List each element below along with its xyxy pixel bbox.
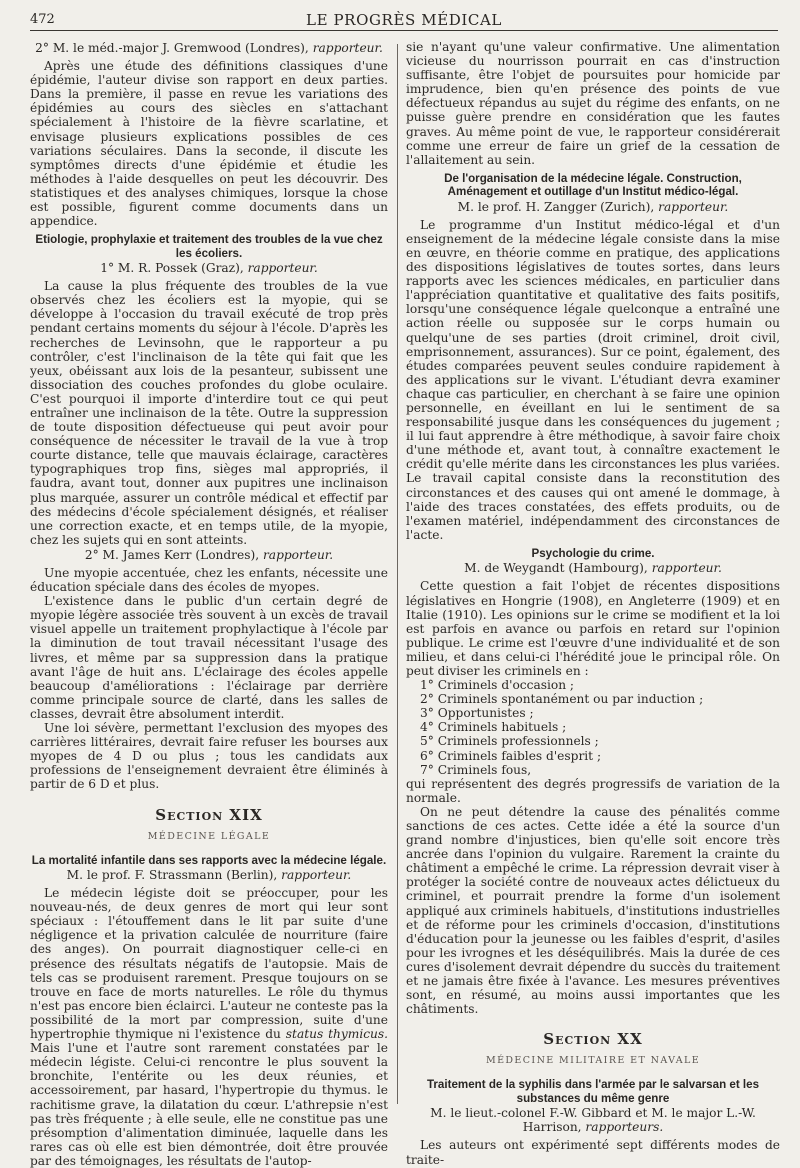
section-subtitle: MÉDECINE LÉGALE [147, 830, 271, 842]
paragraph: La cause la plus fréquente des troubles de la vue observés chez les écoliers est la myopie, qui se développe à l'occasion du travail exécuté de trop près pendant certains moments du séjour à l'école. D'après les recherches de Levinsohn, que le rapporteur a pu contrôler, c'est l'inclinaison de la tête qui fait que les yeux, obéissant aux lois de la pesanteur, subissent une dissociation des couches profondes du globe oculaire. C'est pourquoi il importe d'interdire tout ce qui peut entraîner une inclinaison de la tête. Outre la suppression de toute disposition défectueuse qui peut avoir pour conséquence de nécessiter le travail de la vue à trop courte distance, telle que mauvais éclairage, caractères typographiques trop fins, sièges mal appropriés, il faudra, avant tout, donner aux pupitres une inclinaison plus marquée, assurer un contrôle médical et effectif par des médecins d'école spécialement désignés, et réaliser une correction exacte, et en temps utile, de la myopie, chez les sujets qui en sont atteints. [30, 279, 388, 547]
column-divider [397, 44, 398, 1104]
list-item: 7° Criminels fous, [420, 762, 532, 777]
subheading: De l'organisation de la médecine légale. Construction, Aménagement et outillage d'un Institut médico-légal. [444, 171, 742, 199]
rapporteur-line: M. de Weygandt (Hambourg), rapporteur. [464, 561, 722, 576]
rapporteur-line: M. le lieut.-colonel F.-W. Gibbard et M. le major L.-W. Harrison, rapporteurs. [430, 1106, 756, 1135]
page-number: 472 [30, 12, 55, 27]
criminal-list [406, 678, 780, 777]
rapporteur-line: 2° M. James Kerr (Londres), rapporteur. [84, 547, 334, 562]
rapporteur-line: M. le prof. H. Zangger (Zurich), rapporteur. [457, 199, 729, 214]
paragraph: qui représentent des degrés progressifs de variation de la normale. [406, 776, 780, 805]
list-item: 3° Opportunistes ; [420, 706, 534, 721]
list-item: 1° Criminels d'occasion ; [420, 678, 575, 693]
paragraph: L'existence dans le public d'un certain degré de myopie légère associée très souvent à un excès de travail visuel appelle un traitement prophylactique à l'école par la diminution de tout travail nécessitant l'usage des livres, et même par sa suppression dans la pratique avant l'âge de huit ans. L'éclairage des écoles appelle beaucoup d'améliorations : l'éclairage par derrière comme principale source de clarté, dans les salles de classes, devrait être absolument interdit. [30, 594, 388, 721]
section-heading: Section XX [543, 1030, 643, 1049]
paragraph: Cette question a fait l'objet de récentes dispositions législatives en Hongrie (1908), en Angleterre (1909) et en Italie (1910). Les opinions sur le crime se modifient et la loi est parfois en avance ou parfois en retard sur l'opinion publique. Le crime est l'œuvre d'une individualité et de son milieu, et dans celui-ci l'hérédité joue le principal rôle. On peut diviser les criminels en : [406, 579, 780, 678]
subheading: Etiologie, prophylaxie et traitement des troubles de la vue chez les écoliers. [35, 233, 383, 260]
paragraph: Le programme d'un Institut médico-légal et d'un enseignement de la médecine légale consiste dans la mise en œuvre, en théorie comme en pratique, des applications des dispositions législatives de toutes sortes, dans leurs rapports avec les sciences médicales, en particulier dans l'appréciation quantitative et qualitative des faits positifs, lorsqu'une conséquence légale quelconque a entraîné une action réelle ou supposée sur le corps humain ou quelqu'une de ses parties (droit criminel, droit civil, emprisonnement, assurances). Sur ce point, également, des études comparées peuvent seules conduire rapidement à des applications sur le vivant. L'étudiant devra examiner chaque cas particulier, en cherchant à se faire une opinion personnelle, en éveillant en lui le sentiment de sa responsabilité jusque dans les conséquences du jugement ; il lui faut apprendre à être méthodique, à savoir faire choix d'une méthode et, avant tout, à connaître exactement le crédit qu'elle mérite dans les circonstances les plus variées. Le travail capital consiste dans la reconstitution des circonstances et des causes qui ont amené le dommage, à l'aide des traces constatées, des effets produits, ou de l'examen matériel, indépendamment des circonstances de l'acte. [406, 217, 780, 542]
paragraph: sie n'ayant qu'une valeur confirmative. Une alimentation vicieuse du nourrisson pourrait en cas d'instruction suffisante, être l'objet de poursuites pour homicide par imprudence, bien qu'en présence des points de vue défectueux répandus au sujet du régime des enfants, on ne puisse guère prendre en considération que les fautes graves. Au même point de vue, le rapporteur considérerait comme une erreur de faire un grief de la cessation de l'allaitement au sein. [406, 40, 780, 167]
rapporteur-line: M. le prof. F. Strassmann (Berlin), rapporteur. [66, 868, 352, 882]
section-heading: Section XIX [155, 805, 263, 824]
rapporteur-line: 1° M. R. Possek (Graz), rapporteur. [100, 261, 318, 276]
list-item: 4° Criminels habituels ; [420, 720, 567, 735]
paragraph: Le médecin légiste doit se préoccuper, pour les nouveau-nés, de deux genres de mort qui leur sont spéciaux : l'étouffement dans le lit par suite d'une négligence et la privation calculée de nourriture (faire des anges). On pourrait diagnostiquer celle-ci en présence des résultats négatifs de l'autopsie. Mais de tels cas se produisent rarement. Presque toujours on se trouve en face de morts naturelles. Le rôle du thymus n'est pas encore bien éclairci. L'auteur ne conteste pas la possibilité de la mort par compression, suite d'une hypertrophie thymique ni l'existence du status thymicus. Mais l'une et l'autre sont rarement constatées par le médecin légiste. Celui-ci rencontre le plus souvent la bronchite, l'entérite ou les deux réunies, et accessoirement, par hasard, l'hypertropie du thymus. le rachitisme grave, la dilatation du cœur. L'athrepsie n'est pas très fréquente ; à elle seule, elle ne constitue pas une présomption d'alimentation diminuée, laquelle dans les rares cas où elle est bien démontrée, doit être prouvée par des témoignages, les résultats de l'autop- [30, 886, 389, 1168]
list-item: 2° Criminels spontanément ou par induction ; [420, 692, 704, 707]
paragraph: Une loi sévère, permettant l'exclusion des myopes des carrières littéraires, devrait faire refuser les bourses aux myopes de 4 D ou plus ; tous les candidats aux professions de l'enseignement devraient être éliminés à partir de 6 D et plus. [30, 721, 388, 792]
list-item: 6° Criminels faibles d'esprit ; [420, 748, 602, 763]
left-column [30, 40, 388, 1168]
subheading: Psychologie du crime. [531, 546, 655, 560]
section-subtitle: MÉDECINE MILITAIRE ET NAVALE [485, 1055, 701, 1067]
page-header [30, 8, 778, 31]
running-title: LE PROGRÈS MÉDICAL [306, 11, 502, 29]
subheading: La mortalité infantile dans ses rapports avec la médecine légale. [31, 853, 387, 867]
paragraph: Après une étude des définitions classiques d'une épidémie, l'auteur divise son rapport en deux parties. Dans la première, il passe en revue les variations des épidémies au cours des siècles en s'attachant spécialement à l'histoire de la fièvre scarlatine, et envisage plusieurs explications possibles de ces variations séculaires. Dans la seconde, il discute les symptômes directs d'une épidémie et étudie les méthodes à l'aide desquelles on peut les découvrir. Des statistiques et des analyses chimiques, lorsque la chose est possible, figurent comme documents dans un appendice. [30, 59, 388, 229]
paragraph: Une myopie accentuée, chez les enfants, nécessite une éducation spéciale dans des écoles de myopes. [30, 566, 388, 595]
list-item: 5° Criminels professionnels ; [420, 734, 599, 749]
rapporteur-line: 2° M. le méd.-major J. Gremwood (Londres), rapporteur. [35, 41, 383, 55]
paragraph: On ne peut détendre la cause des pénalités comme sanctions de ces actes. Cette idée a été la source d'un grand nombre d'injustices, bien qu'elle soit encore très ancrée dans l'opinion du vulgaire. Rarement la crainte du châtiment a empêché le crime. La répression devrait viser à protéger la société contre de nouveaux actes délictueux du criminel, et pourrait prendre la forme d'un isolement appliqué aux criminels habituels, d'institutions industrielles et de réforme pour les criminels d'occasion, d'institutions d'éducation pour la jeunesse ou les faibles d'esprit, d'asiles pour les ivrognes et les déséquilibrés. Mais la durée de ces cures d'isolement devrait dépendre du succès du traitement et ne jamais être fixée à l'avance. Les mesures préventives sont, en résumé, au moins aussi importantes que les châtiments. [406, 804, 780, 1017]
subheading: Traitement de la syphilis dans l'armée par le salvarsan et les substances du même genre [426, 1078, 760, 1105]
right-column [406, 40, 780, 1167]
paragraph: Les auteurs ont expérimenté sept différents modes de traite- [406, 1138, 780, 1167]
